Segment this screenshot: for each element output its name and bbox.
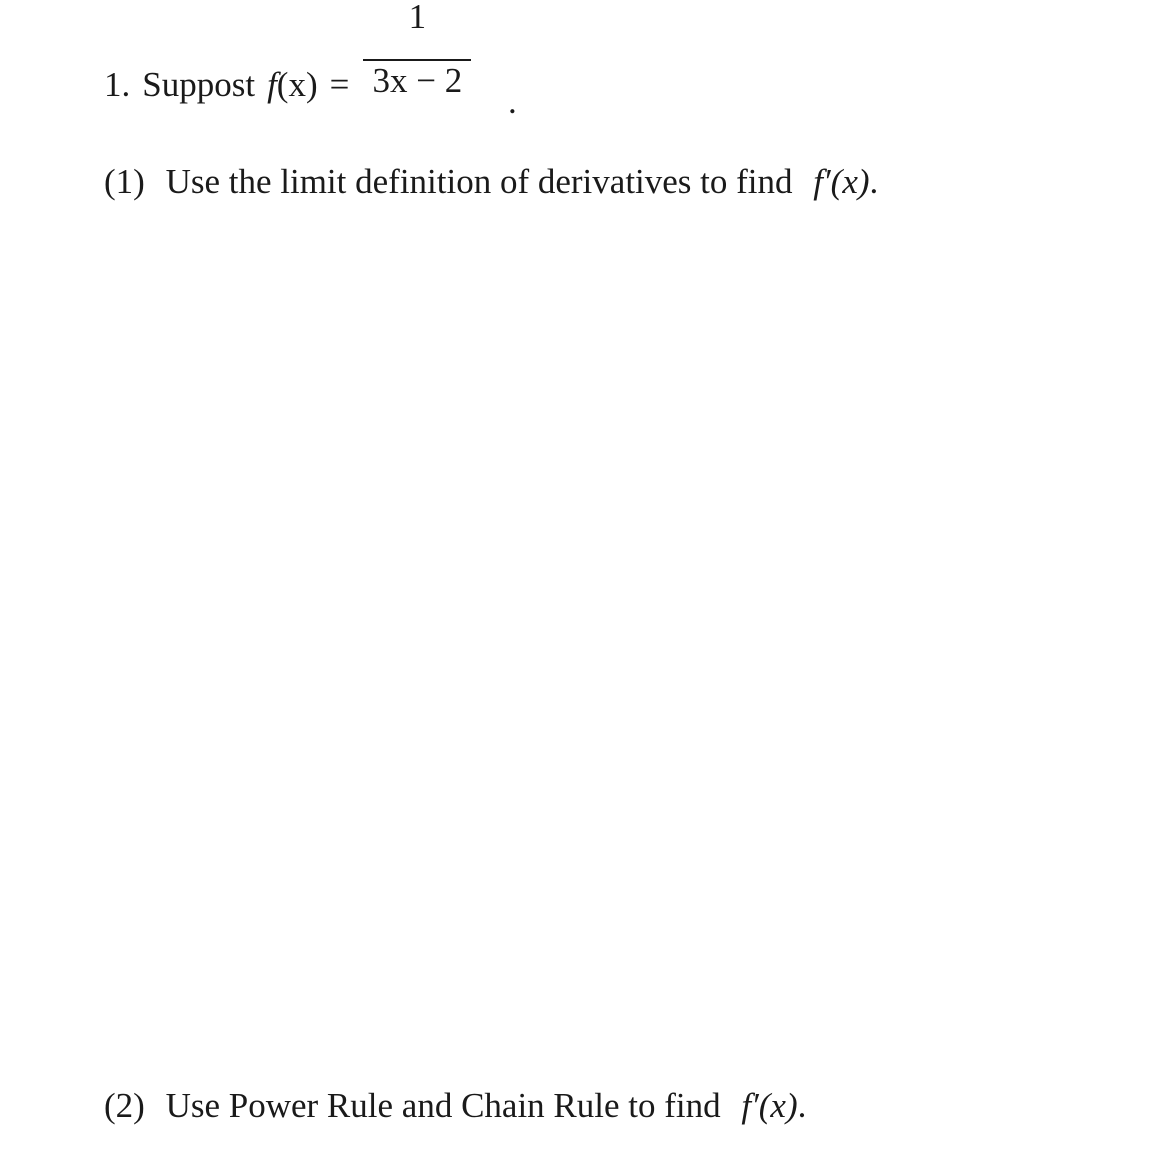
- fraction-numerator: 1: [408, 0, 427, 36]
- part-1-label: (1): [104, 162, 145, 201]
- fraction-denominator: 3x − 2: [372, 61, 463, 100]
- part-2-text: Use Power Rule and Chain Rule to find: [165, 1086, 721, 1125]
- problem-number: 1.: [104, 64, 131, 104]
- fraction: [363, 0, 471, 129]
- part-1-math: f′(x): [813, 162, 870, 201]
- statement-period: .: [508, 82, 517, 121]
- function-name: f: [267, 64, 277, 104]
- part-1-end: .: [869, 162, 879, 201]
- function-argument: (x): [276, 64, 318, 104]
- part-1-text: Use the limit definition of derivatives to find: [165, 162, 793, 201]
- part-2-math: f′(x): [741, 1086, 798, 1125]
- equals-sign: =: [329, 64, 350, 104]
- part-2-label: (2): [104, 1086, 145, 1125]
- part-2: [104, 1088, 806, 1123]
- part-1: [104, 164, 878, 199]
- problem-statement: [104, 0, 471, 104]
- problem-intro: Suppost: [142, 64, 256, 104]
- part-2-end: .: [797, 1086, 807, 1125]
